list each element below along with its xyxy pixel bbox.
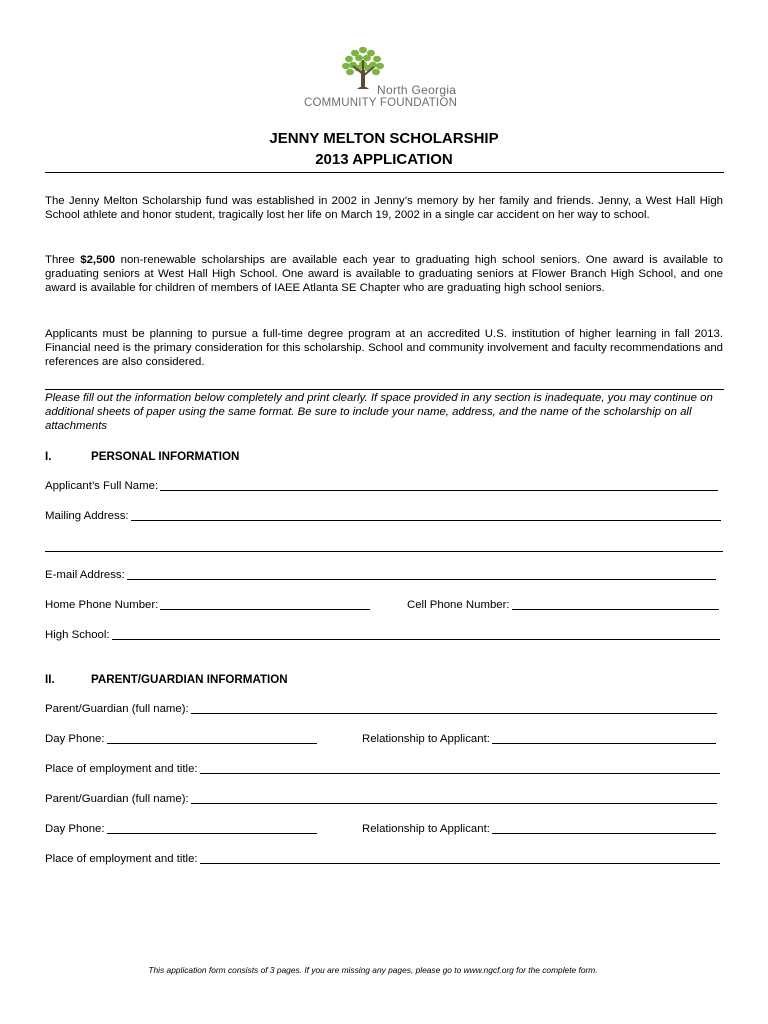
leaf-shape bbox=[342, 63, 350, 69]
leaf-shape bbox=[376, 63, 384, 69]
fill-line[interactable] bbox=[200, 853, 720, 864]
leaf-shape bbox=[345, 56, 353, 62]
fill-line[interactable] bbox=[112, 629, 720, 640]
leaf-shape bbox=[363, 55, 371, 61]
fill-line[interactable] bbox=[160, 599, 370, 610]
fill-line[interactable] bbox=[200, 763, 720, 774]
fill-line[interactable] bbox=[160, 480, 718, 491]
guardian-2-day-phone-field[interactable] bbox=[45, 823, 317, 835]
section-title: PARENT/GUARDIAN INFORMATION bbox=[91, 673, 288, 686]
leaf-shape bbox=[372, 69, 380, 75]
fill-line[interactable] bbox=[191, 793, 717, 804]
field-label: Parent/Guardian (full name): bbox=[45, 793, 189, 805]
email-address-field[interactable] bbox=[45, 569, 716, 581]
leaf-shape bbox=[346, 69, 354, 75]
guardian-1-name-field[interactable] bbox=[45, 703, 717, 715]
cell-phone-field[interactable] bbox=[407, 599, 719, 611]
fill-line[interactable] bbox=[131, 510, 721, 521]
page-footer-note: This application form consists of 3 pages. If you are missing any pages, please go to www.ngcf.org for the complete form. bbox=[148, 965, 598, 975]
leaf-shape bbox=[355, 55, 363, 61]
field-label: Home Phone Number: bbox=[45, 599, 159, 611]
field-label: Day Phone: bbox=[45, 733, 105, 745]
section-title: PERSONAL INFORMATION bbox=[91, 450, 240, 463]
section-personal-heading bbox=[45, 450, 239, 463]
field-label: Cell Phone Number: bbox=[407, 599, 510, 611]
field-label: Parent/Guardian (full name): bbox=[45, 703, 189, 715]
title-divider bbox=[45, 172, 724, 173]
fill-line[interactable] bbox=[191, 703, 717, 714]
intro-paragraph-1: The Jenny Melton Scholarship fund was established in 2002 in Jenny’s memory by her family and friends. Jenny, a West Hall High School athlete and honor student, tragically lost her life on March 19, 2002 in a single car accident on her way to school. bbox=[45, 195, 723, 221]
field-label: Place of employment and title: bbox=[45, 853, 198, 865]
field-label: High School: bbox=[45, 629, 110, 641]
mailing-address-line-2[interactable] bbox=[45, 551, 723, 552]
section-guardian-heading bbox=[45, 673, 288, 686]
home-phone-field[interactable] bbox=[45, 599, 370, 611]
intro-paragraph-2 bbox=[45, 253, 723, 295]
logo-line-2: COMMUNITY FOUNDATION bbox=[304, 97, 458, 109]
section-number: I. bbox=[45, 450, 52, 463]
field-label: E-mail Address: bbox=[45, 569, 125, 581]
field-label: Day Phone: bbox=[45, 823, 105, 835]
page-subtitle: 2013 APPLICATION bbox=[315, 151, 453, 168]
mailing-address-field[interactable] bbox=[45, 510, 721, 522]
page-title: JENNY MELTON SCHOLARSHIP bbox=[269, 130, 499, 147]
fill-line[interactable] bbox=[127, 569, 716, 580]
leaf-shape bbox=[359, 47, 367, 53]
field-label: Relationship to Applicant: bbox=[362, 733, 490, 745]
fill-line[interactable] bbox=[492, 823, 716, 834]
logo-line-1: North Georgia bbox=[377, 83, 457, 97]
fill-line[interactable] bbox=[107, 733, 317, 744]
intro-paragraph-3: Applicants must be planning to pursue a full-time degree program at an accredited U.S. institution of higher learning in fall 2013. Financial need is the primary consideration for this scholarship. School and community involvement and faculty recommendations and references are also considered. bbox=[45, 328, 723, 368]
guardian-2-relationship-field[interactable] bbox=[362, 823, 716, 835]
award-amount: $2,500 bbox=[80, 254, 116, 266]
field-label: Mailing Address: bbox=[45, 510, 129, 522]
north-georgia-community-foundation-logo bbox=[303, 44, 473, 116]
high-school-field[interactable] bbox=[45, 629, 720, 641]
instructions-text: Please fill out the information below completely and print clearly. If space provided in any section is inadequate, you may continue on additional sheets of paper using the same format. Be sure to include your name, address, and the name of the scholarship on all attachments bbox=[45, 392, 713, 432]
guardian-1-relationship-field[interactable] bbox=[362, 733, 716, 745]
instructions-divider bbox=[45, 389, 724, 390]
guardian-2-name-field[interactable] bbox=[45, 793, 717, 805]
fill-line[interactable] bbox=[107, 823, 317, 834]
leaf-shape bbox=[373, 56, 381, 62]
guardian-2-employment-field[interactable] bbox=[45, 853, 720, 865]
field-label: Place of employment and title: bbox=[45, 763, 198, 775]
fill-line[interactable] bbox=[492, 733, 716, 744]
intro-paragraph-2-rest: non-renewable scholarships are available each year to graduating high school seniors. One award is available to graduating seniors at West Hall High School. One award is available to graduating seniors at Flower Branch High School, and one award is available for children of members of IAEE Atlanta SE Chapter who are graduating high school seniors. bbox=[45, 254, 723, 294]
applicant-full-name-field[interactable] bbox=[45, 480, 718, 492]
field-label: Applicant’s Full Name: bbox=[45, 480, 159, 492]
field-label: Relationship to Applicant: bbox=[362, 823, 490, 835]
guardian-1-day-phone-field[interactable] bbox=[45, 733, 317, 745]
guardian-1-employment-field[interactable] bbox=[45, 763, 720, 775]
section-number: II. bbox=[45, 673, 55, 686]
intro-paragraph-2-start: Three bbox=[45, 254, 81, 266]
fill-line[interactable] bbox=[512, 599, 719, 610]
